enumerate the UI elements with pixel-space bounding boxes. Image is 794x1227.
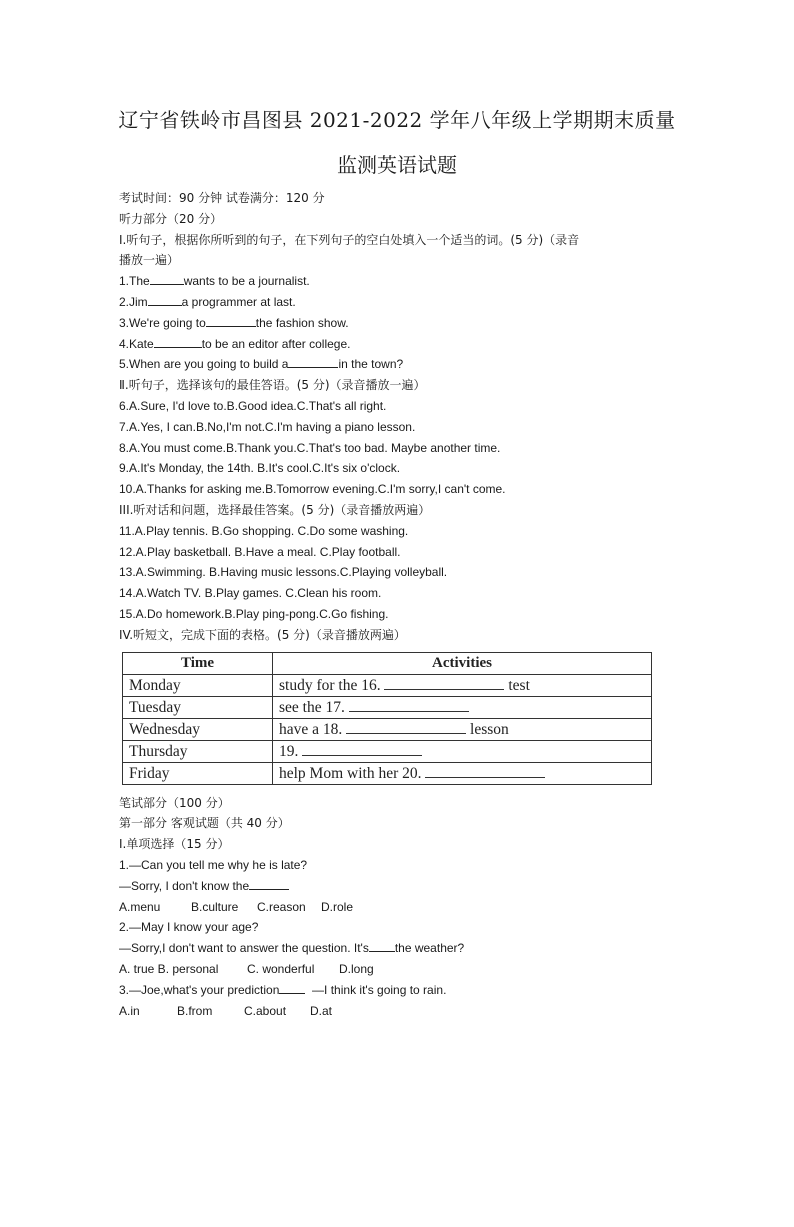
section3-heading: III.听对话和问题，选择最佳答案。(5 分)（录音播放两遍） [119, 502, 431, 517]
day-cell: Thursday [123, 740, 273, 762]
activity-cell: have a 18. lesson [273, 718, 652, 740]
option: C. wonderful [247, 961, 315, 976]
answer-blank [154, 336, 202, 348]
question-6: 6.A.Sure, I'd love to.B.Good idea.C.That's all right. [119, 398, 387, 413]
answer-blank [302, 741, 422, 756]
question-12: 12.A.Play basketball. B.Have a meal. C.Play football. [119, 544, 401, 559]
choice-q2-stem: 2.—May I know your age? [119, 920, 259, 935]
schedule-table-wrap [122, 652, 652, 785]
answer-blank [206, 315, 256, 327]
day-cell: Tuesday [123, 696, 273, 718]
header-activities: Activities [273, 652, 652, 674]
day-cell: Friday [123, 762, 273, 784]
answer-blank [425, 763, 545, 778]
question-11: 11.A.Play tennis. B.Go shopping. C.Do some washing. [119, 523, 409, 538]
question-13: 13.A.Swimming. B.Having music lessons.C.Playing volleyball. [119, 565, 448, 580]
choice-q1-reply: —Sorry, I don't know the [119, 876, 734, 897]
answer-blank [279, 982, 305, 994]
question-15: 15.A.Do homework.B.Play ping-pong.C.Go fishing. [119, 606, 389, 621]
listening-header: 听力部分（20 分） [119, 211, 223, 226]
question-9: 9.A.It's Monday, the 14th. B.It's cool.C.It's six o'clock. [119, 461, 401, 476]
schedule-header-row [123, 652, 652, 674]
option: C.about [244, 1003, 287, 1018]
choice-q1-stem: 1.—Can you tell me why he is late? [119, 857, 308, 872]
answer-blank [369, 940, 395, 952]
day-cell: Monday [123, 674, 273, 696]
answer-blank [249, 878, 289, 890]
section1-heading-cont: 播放一遍） [119, 253, 180, 268]
schedule-table [122, 652, 652, 785]
question-4: 4.Kate to be an editor after college. [119, 336, 351, 351]
question-3: 3.We're going to the fashion show. [119, 315, 349, 330]
question-5: 5.When are you going to build a in the town? [119, 357, 404, 372]
question-1: 1.The wants to be a journalist. [119, 274, 310, 289]
question-14: 14.A.Watch TV. B.Play games. C.Clean his room. [119, 586, 382, 601]
choice-q3: 3.—Joe,what's your prediction —I think it's going to rain. [119, 982, 447, 997]
answer-blank [346, 719, 466, 734]
option: C.reason [257, 899, 306, 914]
activity-cell: study for the 16. test [273, 674, 652, 696]
table-row [123, 762, 652, 784]
day-cell: Wednesday [123, 718, 273, 740]
choice-q1-options [119, 897, 734, 918]
exam-body [119, 188, 734, 1021]
single-choice-heading: I.单项选择（15 分） [119, 837, 230, 852]
question-10: 10.A.Thanks for asking me.B.Tomorrow evening.C.I'm sorry,I can't come. [119, 482, 506, 497]
exam-title-line2: 监测英语试题 [337, 153, 457, 177]
table-row [123, 696, 652, 718]
header-time: Time [123, 652, 273, 674]
option: B.culture [191, 899, 239, 914]
section2-heading: Ⅱ.听句子，选择该句的最佳答语。(5 分)（录音播放一遍） [119, 378, 426, 393]
option: D.at [310, 1003, 333, 1018]
choice-q2-reply: —Sorry,I don't want to answer the question. It's the weather? [119, 941, 465, 956]
answer-blank [150, 273, 184, 285]
activity-cell: see the 17. [273, 696, 652, 718]
section1-heading: I.听句子，根据你所听到的句子，在下列句子的空白处填入一个适当的词。(5 分)（录音 [119, 232, 580, 247]
option: A. true B. personal [119, 961, 219, 976]
activity-cell: 19. [273, 740, 652, 762]
exam-page [0, 104, 794, 1227]
question-8: 8.A.You must come.B.Thank you.C.That's too bad. Maybe another time. [119, 440, 501, 455]
choice-q2-options [119, 959, 734, 980]
option: D.long [339, 961, 374, 976]
question-7: 7.A.Yes, I can.B.No,I'm not.C.I'm having a piano lesson. [119, 419, 416, 434]
exam-info: 考试时间：90 分钟 试卷满分：120 分 [119, 191, 325, 205]
answer-blank [288, 356, 338, 368]
option: A.menu [119, 899, 161, 914]
activity-cell: help Mom with her 20. [273, 762, 652, 784]
table-row [123, 718, 652, 740]
answer-blank [349, 697, 469, 712]
table-row [123, 674, 652, 696]
answer-blank [148, 294, 182, 306]
option: A.in [119, 1003, 140, 1018]
option: D.role [321, 899, 354, 914]
exam-title-line1: 辽宁省铁岭市昌图县 2021-2022 学年八年级上学期期末质量 [118, 108, 676, 132]
written-header: 笔试部分（100 分） [119, 795, 230, 810]
option: B.from [177, 1003, 213, 1018]
choice-q3-options [119, 1001, 734, 1022]
answer-blank [384, 675, 504, 690]
table-row [123, 740, 652, 762]
question-2: 2.Jim a programmer at last. [119, 294, 296, 309]
part1-header: 第一部分 客观试题（共 40 分） [119, 816, 290, 831]
section4-heading: IV.听短文，完成下面的表格。(5 分)（录音播放两遍） [119, 627, 406, 642]
